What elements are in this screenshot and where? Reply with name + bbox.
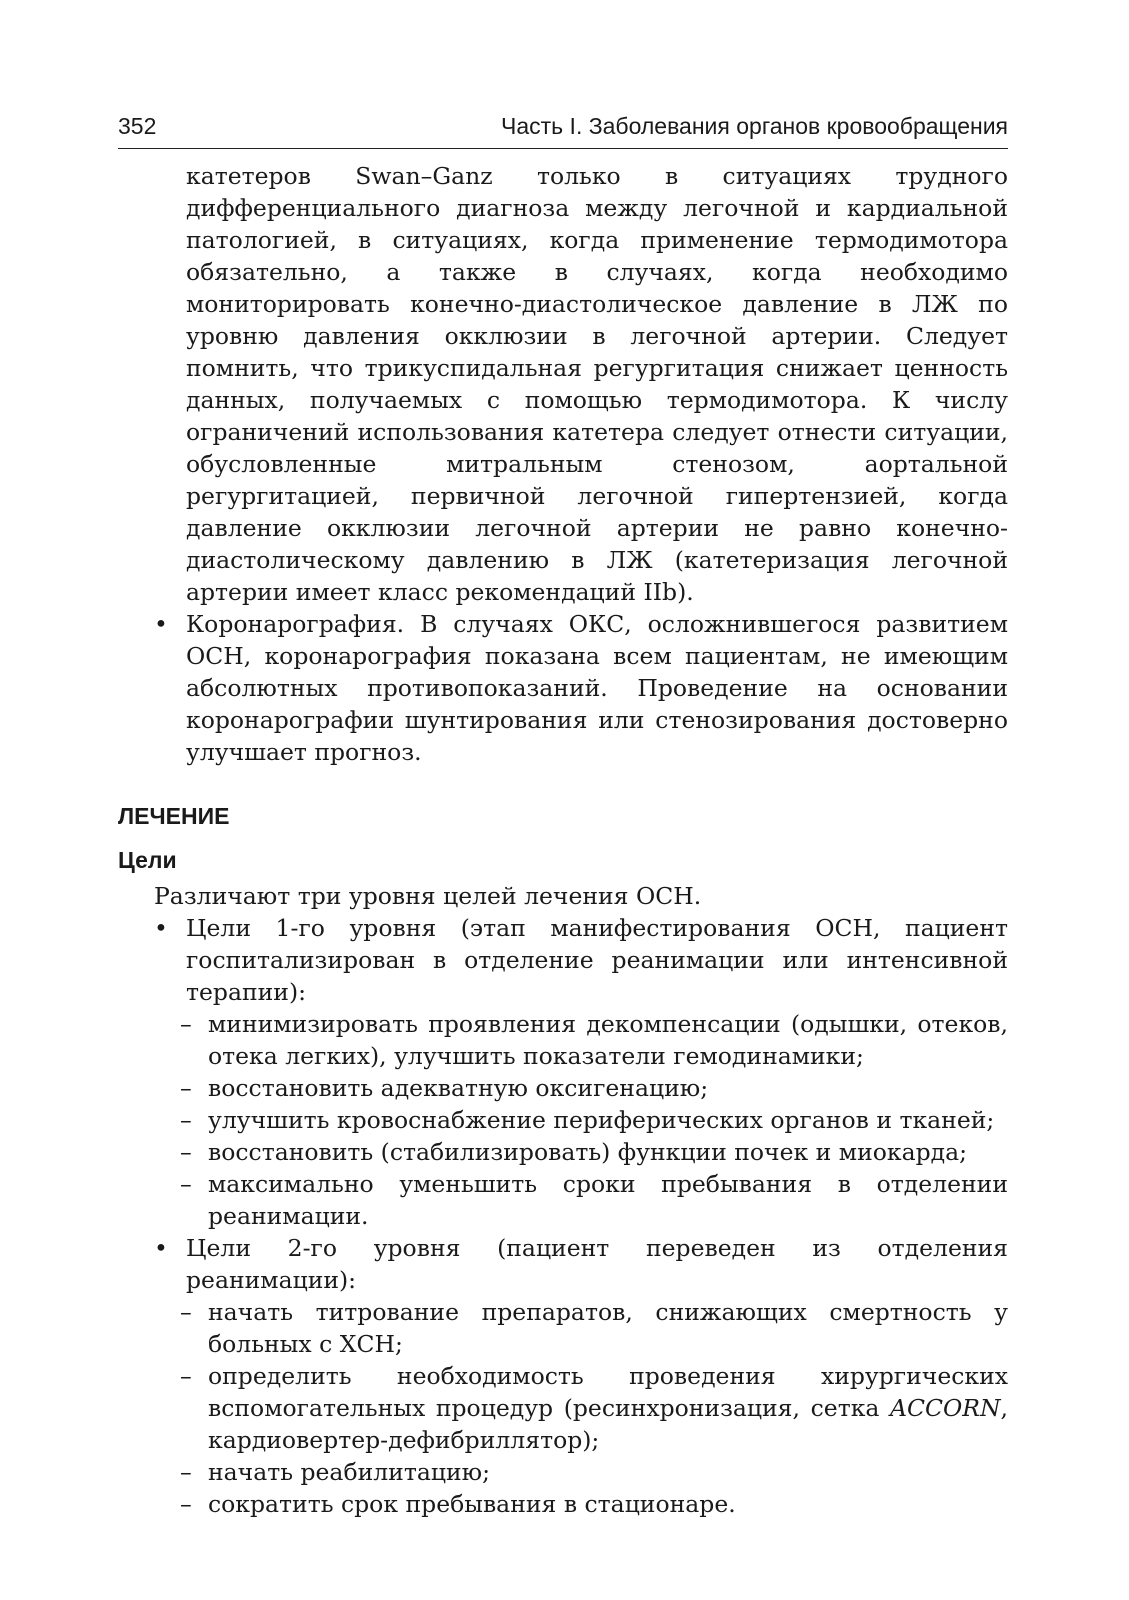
list-item-text: начать реабилитацию; [208, 1458, 491, 1486]
list-item-text-start: определить необходимость проведения хирургических вспомогательных процедур (ресинхронизация, сетка [208, 1362, 1008, 1422]
list-item [118, 1104, 1008, 1136]
goals-intro: Различают три уровня целей лечения ОСН. [154, 882, 702, 910]
level2-label: Цели 2-го уровня (пациент переведен из отделения реанимации): [186, 1234, 1008, 1294]
dash-marker: – [180, 1298, 192, 1326]
dash-marker: – [180, 1458, 192, 1486]
coronary-bullet-item [118, 608, 1008, 768]
dash-marker: – [180, 1362, 192, 1390]
list-item-text-end: , кардиовертер-дефибриллятор); [208, 1394, 1008, 1454]
bullet-marker: • [154, 914, 168, 942]
running-header [118, 108, 1008, 149]
running-title: Часть I. Заболевания органов кровообращения [501, 113, 1008, 139]
list-item-text: начать титрование препаратов, снижающих смертность у больных с ХСН; [208, 1298, 1008, 1358]
list-item-text: сократить срок пребывания в стационаре. [208, 1490, 736, 1518]
list-item [118, 1168, 1008, 1232]
list-item [118, 1008, 1008, 1072]
list-item-text: минимизировать проявления декомпенсации (одышки, отеков, отека легких), улучшить показатели гемодинамики; [208, 1010, 1008, 1070]
dash-marker: – [180, 1010, 192, 1038]
bullet-marker: • [154, 610, 168, 638]
level1-dash-list [118, 1008, 1008, 1232]
level2-dash-list [118, 1296, 1008, 1520]
dash-marker: – [180, 1106, 192, 1134]
list-item [118, 1296, 1008, 1360]
list-item [118, 1456, 1008, 1488]
list-item-italic-term: ACCORN [890, 1394, 1001, 1422]
list-item [118, 1360, 1008, 1456]
dash-marker: – [180, 1074, 192, 1102]
list-item [118, 1488, 1008, 1520]
section-heading-treatment: ЛЕЧЕНИЕ [118, 803, 230, 829]
level2-bullet-item [118, 1232, 1008, 1296]
coronary-bullet-text: Коронарография. В случаях ОКС, осложнившегося развитием ОСН, коронарография показана всем пациентам, не имеющим абсолютных противопоказаний. Проведение на основании коронарографии шунтирования или стенозирования достоверно улучшает прогноз. [186, 610, 1008, 766]
list-item-text: восстановить адекватную оксигенацию; [208, 1074, 709, 1102]
dash-marker: – [180, 1170, 192, 1198]
bullet-marker: • [154, 1234, 168, 1262]
list-item-text: улучшить кровоснабжение периферических органов и тканей; [208, 1106, 995, 1134]
dash-marker: – [180, 1138, 192, 1166]
list-item [118, 1136, 1008, 1168]
list-item-text: восстановить (стабилизировать) функции почек и миокарда; [208, 1138, 968, 1166]
dash-marker: – [180, 1490, 192, 1518]
list-item-text: максимально уменьшить сроки пребывания в отделении реанимации. [208, 1170, 1008, 1230]
page-number: 352 [118, 113, 157, 139]
list-item [118, 1072, 1008, 1104]
continuation-paragraph: катетеров Swan–Ganz только в ситуациях трудного дифференциального диагноза между легочной и кардиальной патологией, в ситуациях, когда применение термодимотора обязательно, а также в случаях, когда необходимо мониторировать конечно-диастолическое давление в ЛЖ по уровню давления окклюзии в легочной артерии. Следует помнить, что трикуспидальная регургитация снижает ценность данных, получаемых с помощью термодимотора. К числу ограничений использования катетера следует отнести ситуации, обусловленные митральным стенозом, аортальной регургитацией, первичной легочной гипертензией, когда давление окклюзии легочной артерии не равно конечно-диастолическому давлению в ЛЖ (катетеризация легочной артерии имеет класс рекомендаций IIb). [186, 162, 1008, 606]
subheading-goals: Цели [118, 847, 177, 873]
main-content [118, 160, 1008, 1520]
level1-label: Цели 1-го уровня (этап манифестирования ОСН, пациент госпитализирован в отделение реанимации или интенсивной терапии): [186, 914, 1008, 1006]
level1-bullet-item [118, 912, 1008, 1008]
